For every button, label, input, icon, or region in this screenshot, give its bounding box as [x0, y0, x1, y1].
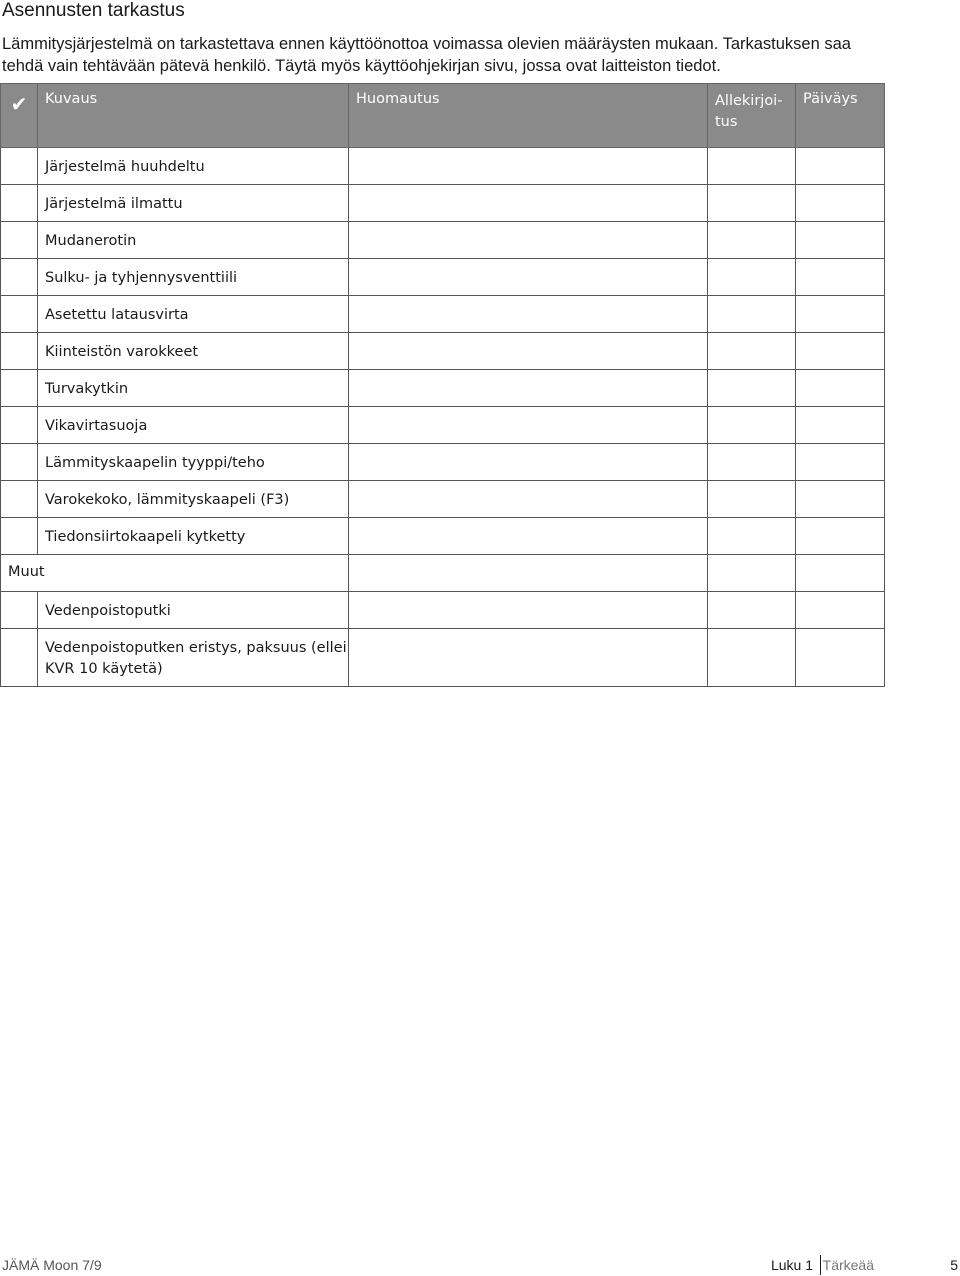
check-cell[interactable] [1, 222, 38, 259]
table-row [1, 629, 885, 687]
date-cell[interactable] [796, 629, 885, 687]
table-row [1, 444, 885, 481]
header-date: Päiväys [796, 84, 885, 148]
footer-chapter: Luku 1 [770, 1257, 813, 1273]
signature-cell[interactable] [708, 333, 796, 370]
signature-cell[interactable] [708, 444, 796, 481]
footer-page-number: 5 [950, 1257, 958, 1273]
remark-cell[interactable] [349, 148, 708, 185]
signature-cell[interactable] [708, 629, 796, 687]
row-description: Asetettu latausvirta [38, 296, 349, 333]
row-description: Mudanerotin [38, 222, 349, 259]
table-row [1, 222, 885, 259]
table-row [1, 518, 885, 555]
date-cell[interactable] [796, 222, 885, 259]
signature-cell[interactable] [708, 222, 796, 259]
date-cell[interactable] [796, 407, 885, 444]
check-cell[interactable] [1, 518, 38, 555]
checkmark-icon: ✔ [1, 84, 38, 148]
remark-cell[interactable] [349, 370, 708, 407]
remark-cell[interactable] [349, 444, 708, 481]
check-cell[interactable] [1, 629, 38, 687]
signature-cell[interactable] [708, 592, 796, 629]
signature-cell[interactable] [708, 259, 796, 296]
row-description: Vedenpoistoputki [38, 592, 349, 629]
table-row [1, 481, 885, 518]
page-title: Asennusten tarkastus [2, 0, 185, 21]
signature-cell[interactable] [708, 185, 796, 222]
date-cell[interactable] [796, 333, 885, 370]
remark-cell[interactable] [349, 555, 708, 592]
table-row [1, 259, 885, 296]
row-description: Tiedonsiirtokaapeli kytketty [38, 518, 349, 555]
footer-separator [820, 1255, 822, 1275]
signature-cell[interactable] [708, 296, 796, 333]
intro-paragraph: Lämmitysjärjestelmä on tarkastettava ennen käyttöönottoa voimassa olevien määräysten mukaan. Tarkastuksen saa tehdä vain tehtävään pätevä henkilö. Täytä myös käyttöohjekirjan sivu, jossa ovat laitteiston tiedot. [2, 35, 851, 75]
remark-cell[interactable] [349, 518, 708, 555]
check-cell[interactable] [1, 370, 38, 407]
check-cell[interactable] [1, 444, 38, 481]
date-cell[interactable] [796, 592, 885, 629]
check-cell[interactable] [1, 259, 38, 296]
remark-cell[interactable] [349, 592, 708, 629]
remark-cell[interactable] [349, 481, 708, 518]
signature-cell[interactable] [708, 555, 796, 592]
row-description: Varokekoko, lämmityskaapeli (F3) [38, 481, 349, 518]
check-cell[interactable] [1, 296, 38, 333]
signature-cell[interactable] [708, 370, 796, 407]
signature-cell[interactable] [708, 518, 796, 555]
check-cell[interactable] [1, 592, 38, 629]
table-row [1, 148, 885, 185]
remark-cell[interactable] [349, 185, 708, 222]
date-cell[interactable] [796, 518, 885, 555]
row-description: Vikavirtasuoja [38, 407, 349, 444]
remark-cell[interactable] [349, 222, 708, 259]
remark-cell[interactable] [349, 629, 708, 687]
header-remark: Huomautus [349, 84, 708, 148]
check-cell[interactable] [1, 185, 38, 222]
check-cell[interactable] [1, 333, 38, 370]
remark-cell[interactable] [349, 333, 708, 370]
inspection-table [0, 83, 885, 687]
date-cell[interactable] [796, 555, 885, 592]
footer-chapter-name: Tärkeää [822, 1257, 874, 1273]
check-cell[interactable] [1, 407, 38, 444]
remark-cell[interactable] [349, 296, 708, 333]
section-label: Muut [1, 555, 349, 592]
date-cell[interactable] [796, 259, 885, 296]
date-cell[interactable] [796, 481, 885, 518]
date-cell[interactable] [796, 185, 885, 222]
check-cell[interactable] [1, 481, 38, 518]
signature-cell[interactable] [708, 481, 796, 518]
check-cell[interactable] [1, 148, 38, 185]
date-cell[interactable] [796, 370, 885, 407]
table-row [1, 370, 885, 407]
date-cell[interactable] [796, 148, 885, 185]
table-header-row [1, 84, 885, 148]
table-row [1, 592, 885, 629]
signature-cell[interactable] [708, 407, 796, 444]
row-description: Sulku- ja tyhjennysventtiili [38, 259, 349, 296]
footer-doc-name: JÄMÄ Moon 7/9 [2, 1257, 102, 1273]
signature-cell[interactable] [708, 148, 796, 185]
date-cell[interactable] [796, 444, 885, 481]
row-description: Turvakytkin [38, 370, 349, 407]
remark-cell[interactable] [349, 259, 708, 296]
header-signature: Allekirjoi- tus [708, 84, 796, 148]
row-description: Järjestelmä huuhdeltu [38, 148, 349, 185]
row-description: Järjestelmä ilmattu [38, 185, 349, 222]
table-row [1, 333, 885, 370]
row-description: Vedenpoistoputken eristys, paksuus (ellei KVR 10 käytetä) [38, 629, 349, 687]
table-row [1, 296, 885, 333]
row-description: Kiinteistön varokkeet [38, 333, 349, 370]
row-description: Lämmityskaapelin tyyppi/teho [38, 444, 349, 481]
remark-cell[interactable] [349, 407, 708, 444]
table-row [1, 185, 885, 222]
date-cell[interactable] [796, 296, 885, 333]
header-description: Kuvaus [38, 84, 349, 148]
section-row [1, 555, 885, 592]
table-row [1, 407, 885, 444]
